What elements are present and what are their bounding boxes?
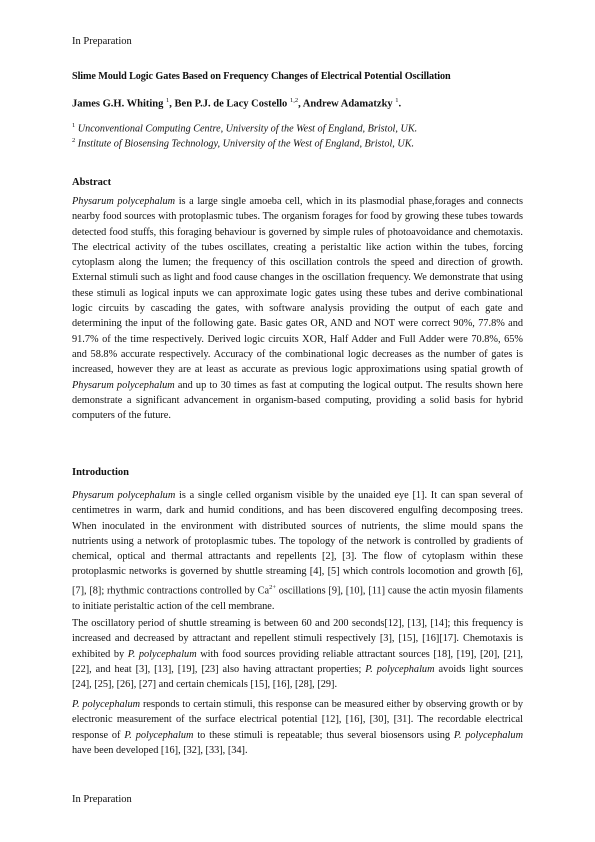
affiliation	[72, 122, 417, 134]
affiliation-text: Institute of Biosensing Technology, University of the West of England, Bristol, UK.	[77, 138, 415, 150]
author-name: Andrew Adamatzky	[302, 98, 393, 110]
abstract-text: and up to 30 times as fast at computing the logical output. The results shown here demonstrate a significant advancement in organism-based computing, providing a solid basis for hybrid computers of the future.	[72, 379, 524, 422]
paragraph-text: avoids light sources [24], [25], [26], [27] and certain chemicals [15], [16], [28], [29].	[72, 663, 524, 691]
abstract-paragraph	[72, 194, 523, 423]
abstract-text: is a large single amoeba cell, which in its plasmodial phase,forages and connects nearby food sources with protoplasmic tubes. The organism forages for food by growing these tubes towards detected food stuffs, this foraging behaviour is governed by simple rules of photoavoidance and chemotaxis. The electrical activity of the tubes oscillates, creating a peristaltic like action within the tubes, forcing cytoplasm along the lumen; the frequency of this oscillation controls the speed and direction of growth. External stimuli such as light and food cause changes in the oscillation frequency. We demonstrate that using these stimuli as logical inputs we can approximate logic gates using these tubes and derive combinational logic circuits by cascading the gates, with software analysis providing the output of each gate and determining the input of the following gate. Basic gates OR, AND and NOT were correct 90%, 77.8% and 91.7% of the time respectively. Derived logic circuits XOR, Half Adder and Full Adder were 70.8%, 65% and 58.8% accurate respectively. Accuracy of the combinational logic decreases as the number of gates is increased, however they are at least as accurate as previous logic approximations using spatial growth of	[72, 196, 523, 376]
paragraph-text: responds to certain stimuli, this response can be measured either by observing growth or by electronic measurement of the surface electrical potential [12], [16], [30], [31]. The recordable electrical response of	[72, 699, 523, 741]
species-name: P. polycephalum	[365, 663, 435, 675]
author-affiliation-mark: 1	[395, 97, 399, 104]
paragraph-text: with food sources providing reliable attractant sources [18], [19], [20], [21], [22], and heat [3], [13], [19], [23] also having attractant properties;	[72, 648, 524, 675]
paragraph-text: have been developed [16], [32], [33], [34].	[72, 744, 248, 756]
species-name: Physarum polycephalum	[72, 379, 175, 391]
species-name: P. polycephalum	[72, 699, 141, 710]
intro-paragraph-1	[72, 488, 523, 614]
running-footer: In Preparation	[72, 794, 132, 805]
intro-paragraph-3	[72, 697, 523, 758]
paper-title: Slime Mould Logic Gates Based on Frequency Changes of Electrical Potential Oscillation	[72, 71, 451, 82]
author-name: James G.H. Whiting	[72, 98, 164, 110]
paragraph-text: The oscillatory period of shuttle streaming is between 60 and 200 seconds[12], [13], [14]; this frequency is increased and decreased by attractant and repellent stimuli respectively [3], [15], [16][17]. Chemotaxis is exhibited by	[72, 618, 523, 660]
affiliation-mark: 1	[72, 122, 76, 129]
species-name: P. polycephalum	[124, 729, 194, 741]
species-name: Physarum polycephalum	[72, 490, 176, 501]
affiliation	[72, 137, 414, 149]
species-name: P. polycephalum	[453, 729, 524, 741]
affiliation-text: Unconventional Computing Centre, University of the West of England, Bristol, UK.	[77, 123, 418, 135]
affiliation-mark: 2	[72, 137, 76, 144]
species-name: Physarum polycephalum	[72, 196, 176, 207]
paragraph-text: is a single celled organism visible by the unaided eye [1]. It can span several of centimetres in warm, dark and humid conditions, and has been discovered engulfing decomposing trees. When inoculated in the environment with distributed sources of nutrients, the slime mould spans the nutrients using a network of protoplasmic tubes. The topology of the network is controlled by gradients of chemical, optical and thermal attractants and repellents [2], [3]. The flow of cytoplasm within these protoplasmic networks is governed by shuttle streaming [4], [5] which controls locomotion and growth [6], [7], [8]; rhythmic contractions controlled by Ca	[72, 490, 523, 597]
author-list: James G.H. Whiting $^1$, Ben P.J. de Lacy Costello $^{1,2}$, Andrew Adamatzky $^1$.	[72, 97, 402, 110]
paragraph-text: oscillations [9], [10], [11] cause the actin myosin filaments to initiate peristaltic action of the cell membrane.	[72, 585, 524, 612]
paragraph-text: to these stimuli is repeatable; thus several biosensors using	[193, 729, 454, 741]
abstract-heading: Abstract	[72, 177, 112, 188]
ion-charge: 2+	[269, 583, 276, 591]
author-affiliation-mark: 1	[166, 97, 170, 104]
species-name: P. polycephalum	[127, 648, 197, 660]
intro-paragraph-2	[72, 616, 523, 692]
author-affiliation-mark: 1,2	[289, 97, 299, 104]
running-header: In Preparation	[72, 36, 132, 47]
introduction-heading: Introduction	[72, 467, 129, 478]
author-name: Ben P.J. de Lacy Costello	[174, 98, 288, 110]
